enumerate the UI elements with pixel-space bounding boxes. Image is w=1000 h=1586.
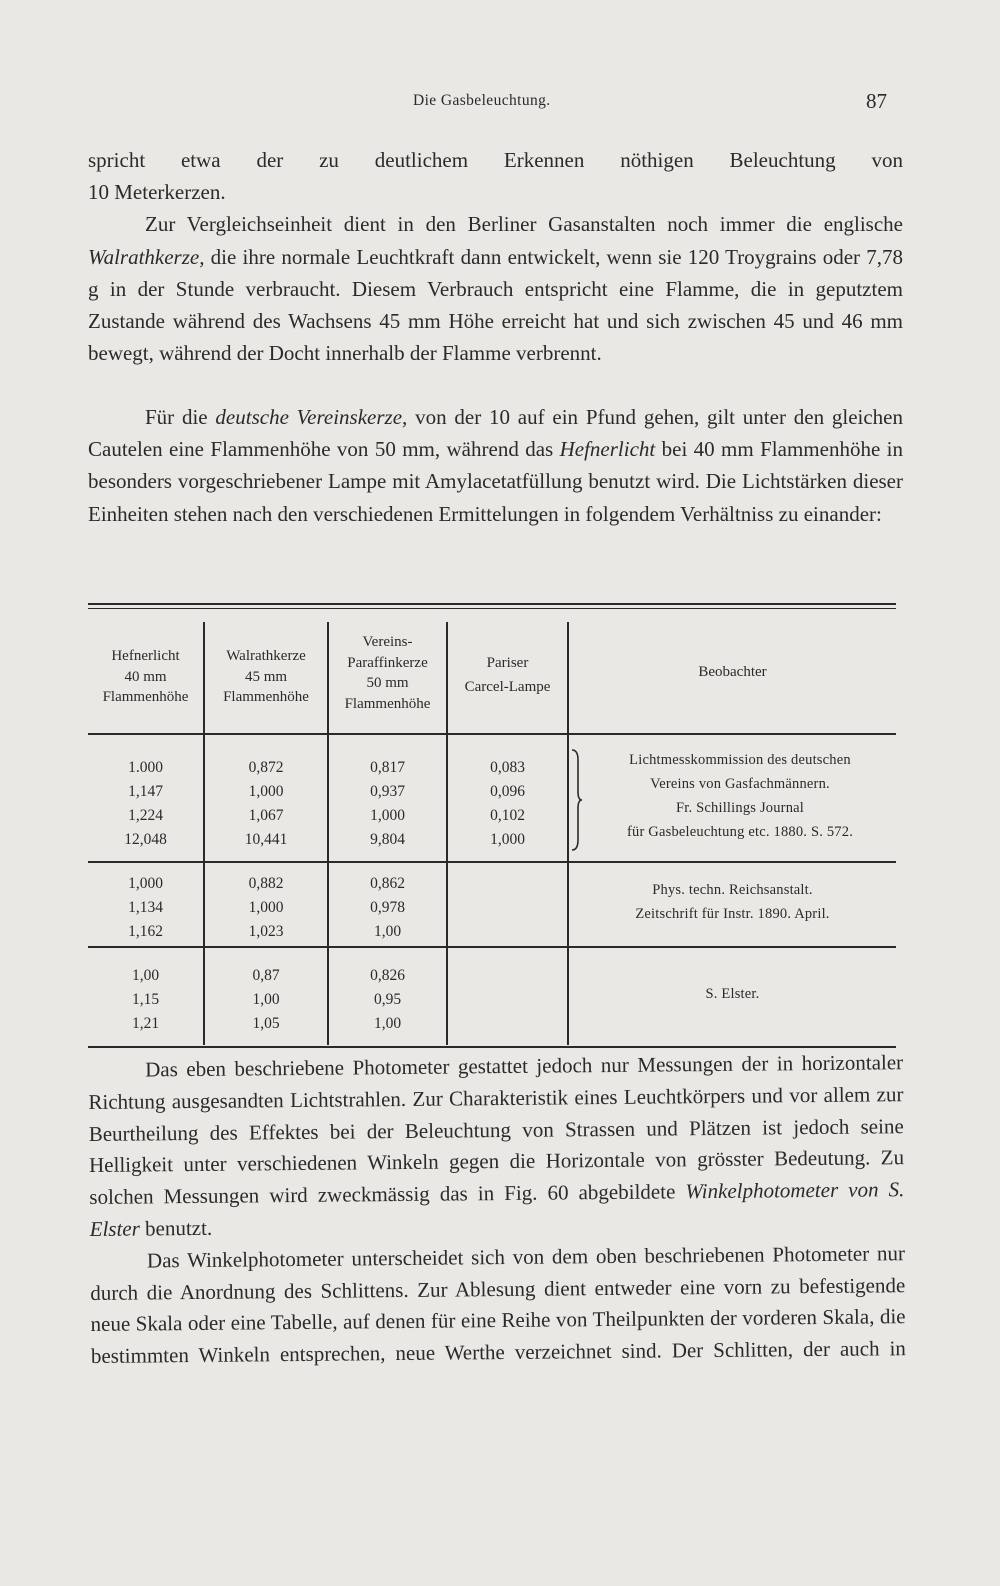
paragraph-text: Das Winkelphotometer unterscheidet sich von dem oben beschriebenen Photometer nur durch die Anordnung des Schlittens. Zur Ablesung dient entweder eine vorn zu befestigende neue Skala oder eine Tabelle, auf denen für eine Reihe von Theilpunkten der vorderen Skala, die bestimmten Winkeln entsprechen, neue Werthe verzeichnet sind. Der Schlitten, der auch in <box>90 1240 906 1369</box>
group2-vereins-values: 0,862 0,978 1,00 <box>370 875 405 940</box>
page-number: 87 <box>866 89 887 113</box>
text-line: spricht etwa der zu deutlichem Erkennen nöthigen Beleuchtung von <box>88 148 903 172</box>
emphasis-hefnerlicht: Hefnerlicht <box>559 437 656 462</box>
header-hefnerlicht: Hefnerlicht 40 mm Flammenhöhe <box>102 648 189 705</box>
paragraph-text: Zur Vergleichseinheit dient in den Berliner Gasanstalten noch immer die englische Walrathkerze, die ihre normale Leuchtkraft dann entwickelt, wenn sie 120 Troygrains oder 7,78 g in der Stunde verbraucht. Diesem Verbrauch entspricht eine Flamme, die in geputztem Zustande während des Wachsens 45 mm Höhe erreicht hat und sich zwischen 45 und 46 mm bewegt, während der Docht innerhalb der Flamme verbrennt. <box>88 212 903 366</box>
brace-icon <box>569 748 583 852</box>
paragraph-walrathkerze <box>88 144 903 369</box>
paragraph-vereinskerze <box>88 401 903 530</box>
paragraph-text: Das eben beschriebene Photometer gestattet jedoch nur Messungen der in horizontaler Richtung ausgesandten Lichtstrahlen. Zur Charakteristik eines Leuchtkörpers und vor allem zur Beurtheilung des Effektes bei der Beleuchtung von Strassen und Plätzen ist jedoch seine Helligkeit unter verschiedenen Winkeln gegen die Horizontale von grösster Bedeutung. Zu solchen Messungen wird zweckmässig das in Fig. 60 abgebildete Winkelphotometer von S. Elster benutzt. <box>88 1050 905 1241</box>
table-group-rule <box>88 946 896 948</box>
group3-vereins-values: 0,826 0,95 1,00 <box>370 967 405 1032</box>
group2-hefner-values: 1,000 1,134 1,162 <box>128 875 163 940</box>
text-line: 10 Meterkerzen. <box>88 180 226 205</box>
group2-walrath-values: 0,882 1,000 1,023 <box>248 875 284 940</box>
header-carcel-lampe: Pariser Carcel-Lampe <box>464 655 551 695</box>
group1-vereins-values: 0,817 0,937 1,000 9,804 <box>370 759 405 848</box>
emphasis-vereinskerze: deutsche Vereinskerze, <box>215 405 408 429</box>
group1-observer: Lichtmesskommission des deutschen Vereins von Gasfachmännern. Fr. Schillings Journal für Gasbeleuchtung etc. 1880. S. 572. <box>626 752 854 840</box>
running-head <box>0 89 1000 122</box>
group3-observer: S. Elster. <box>705 986 760 1002</box>
group3-walrath-values: 0,87 1,00 1,05 <box>252 967 280 1032</box>
table-top-rule-thin <box>88 608 896 609</box>
header-beobachter: Beobachter <box>698 664 767 680</box>
table-header-rule <box>88 733 896 735</box>
group1-hefner-values: 1.000 1,147 1,224 12,048 <box>124 759 167 848</box>
paragraph-text: Für die deutsche Vereinskerze, von der 10 auf ein Pfund gehen, gilt unter den gleichen Cautelen eine Flammenhöhe von 50 mm, während das Hefnerlicht bei 40 mm Flammenhöhe in besonders vorgeschriebener Lampe mit Amylacetatfüllung benutzt wird. Die Lichtstärken dieser Einheiten stehen nach den verschiedenen Ermittelungen in folgendem Verhältniss zu einander: <box>88 405 904 526</box>
emphasis-walrathkerze: Walrathkerze, <box>88 244 205 269</box>
group1-carcel-values: 0,083 0,096 0,102 1,000 <box>490 759 525 848</box>
running-head-title: Die Gasbeleuchtung. <box>413 92 551 109</box>
header-walrathkerze: Walrathkerze 45 mm Flammenhöhe <box>223 648 309 705</box>
group3-hefner-values: 1,00 1,15 1,21 <box>131 967 160 1032</box>
table-group-rule <box>88 861 896 863</box>
table-top-rule <box>88 603 896 605</box>
group1-walrath-values: 0,872 1,000 1,067 10,441 <box>244 759 288 848</box>
paragraph-winkelphotometer <box>88 1047 906 1373</box>
header-vereins-paraffinkerze: Vereins- Paraffinkerze 50 mm Flammenhöhe <box>344 634 431 712</box>
group2-observer: Phys. techn. Reichsanstalt. Zeitschrift für Instr. 1890. April. <box>635 882 830 922</box>
emphasis-winkelphotometer: Winkelphotometer von S. Elster <box>89 1177 905 1241</box>
